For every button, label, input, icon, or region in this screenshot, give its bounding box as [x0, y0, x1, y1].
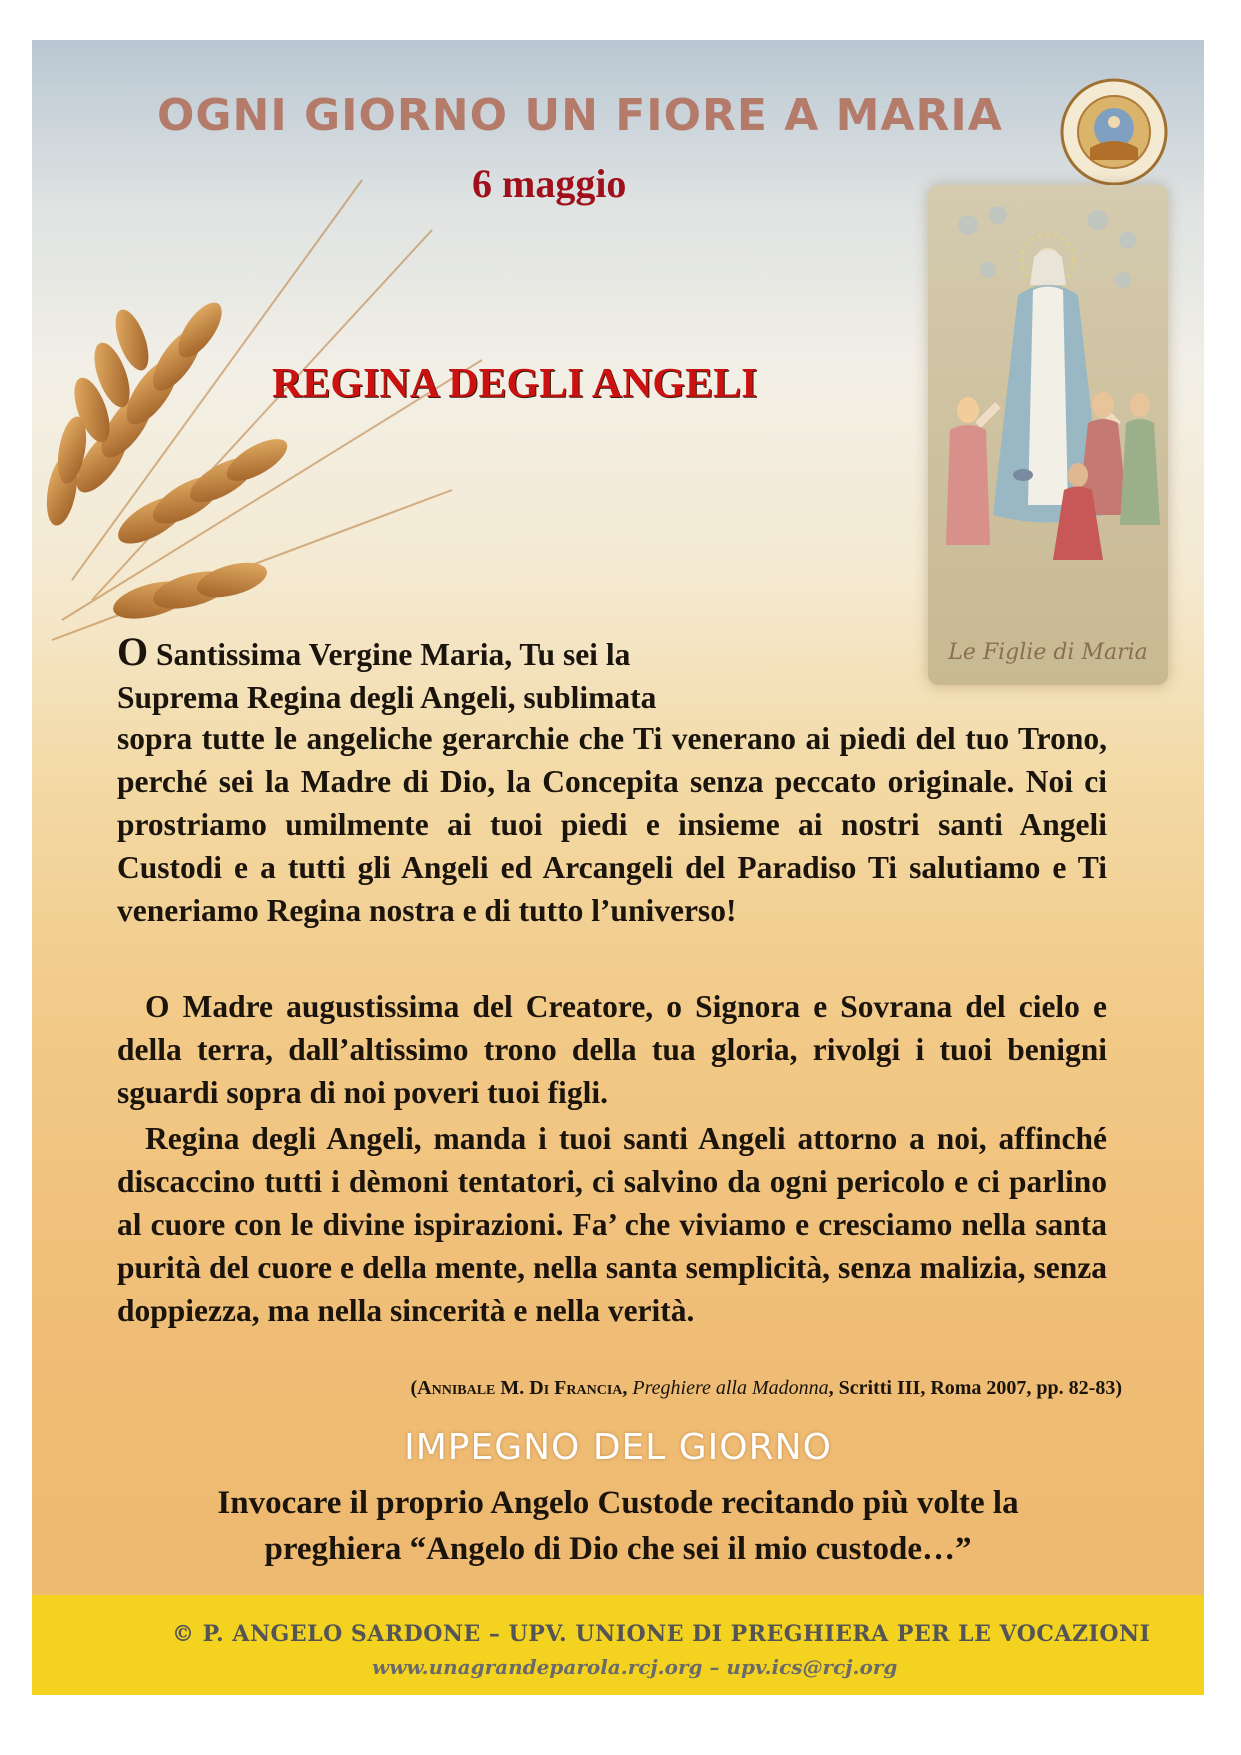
prayer-line-2: Suprema Regina degli Angeli, sublimata [117, 680, 657, 715]
date-label: 6 maggio [472, 161, 627, 206]
citation: (Annibale M. Di Francia, Preghiere alla Madonna, Scritti III, Roma 2007, pp. 82-83) [410, 1377, 1122, 1399]
prayer-paragraph-2: O Madre augustissima del Creatore, o Signora e Sovrana del cielo e della terra, dall’altissimo trono della tua gloria, rivolgi i tuoi benigni sguardi sopra di noi poveri tuoi figli. [117, 989, 1107, 1110]
citation-author: Annibale M. Di Francia [417, 1377, 623, 1399]
prayer-line-1: Santissima Vergine Maria, Tu sei la [148, 637, 631, 672]
prayer-union-seal-icon [1060, 78, 1168, 186]
citation-work: Preghiere alla Madonna [632, 1377, 829, 1399]
holy-card-image [928, 185, 1168, 685]
footer-copyright: © P. ANGELO SARDONE – UPV. UNIONE DI PREGHIERA PER LE VOCAZIONI [172, 1621, 1151, 1647]
poster-title: OGNI GIORNO UN FIORE A MARIA [157, 90, 1003, 141]
prayer-paragraph-3: Regina degli Angeli, manda i tuoi santi Angeli attorno a noi, affinché discaccino tutti i dèmoni tentatori, ci salvino da ogni pericolo e ci parlino al cuore con le divine ispirazioni. Fa’ che viviamo e cresciamo nella santa purità del cuore e della mente, nella santa semplicità, senza malizia, senza doppiezza, ma nella sincerità e nella verità. [117, 1121, 1107, 1328]
prayer-paragraph-1-start [117, 630, 817, 719]
madonna-holy-card-icon [928, 185, 1168, 685]
prayer-heading: REGINA DEGLI ANGELI [272, 361, 758, 407]
footer-band [32, 1595, 1204, 1695]
citation-details: , Scritti III, Roma 2007, pp. 82-83) [828, 1377, 1122, 1399]
commitment-title: IMPEGNO DEL GIORNO [404, 1427, 832, 1468]
poster-page [32, 40, 1204, 1695]
drop-cap: O [117, 629, 149, 674]
holy-card-caption: Le Figlie di Maria [948, 640, 1148, 665]
commitment-text: Invocare il proprio Angelo Custode recitando più volte la preghiera “Angelo di Dio che sei il mio custode…” [217, 1485, 1019, 1567]
footer-contacts: www.unagrandeparola.rcj.org – upv.ics@rcj.org [372, 1655, 898, 1679]
prayer-paragraph-1: sopra tutte le angeliche gerarchie che Ti venerano ai piedi del tuo Trono, perché sei la Madre di Dio, la Concepita senza peccato originale. Noi ci prostriamo umilmente ai tuoi piedi e insieme ai nostri santi Angeli Custodi e a tutti gli Angeli ed Arcangeli del Paradiso Ti salutiamo e Ti veneriamo Regina nostra e di tutto l’universo! [117, 721, 1107, 928]
